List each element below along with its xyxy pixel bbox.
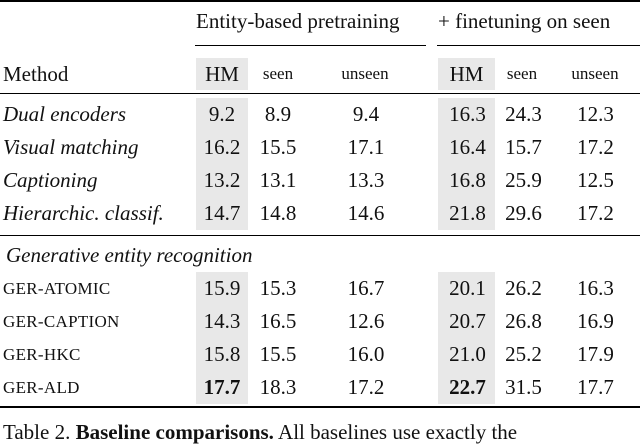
group-header-pretraining: Entity-based pretraining [196, 9, 400, 33]
finetuning-seen-header: seen [506, 64, 538, 83]
method-name: Hierarchic. classif. [3, 201, 164, 225]
pretraining-unseen-value: 16.0 [347, 342, 385, 366]
pretraining-seen-value: 15.3 [259, 276, 297, 300]
finetuning-seen-value: 26.2 [505, 276, 542, 300]
finetuning-seen-value: 31.5 [505, 375, 542, 399]
table-row [0, 371, 640, 404]
finetuning-hm-header: HM [438, 58, 495, 90]
section-rule [0, 235, 640, 236]
finetuning-seen-value: 29.6 [505, 201, 542, 225]
method-name: GER-ATOMIC [3, 279, 111, 298]
caption-prefix: Table 2. [3, 420, 71, 444]
pretraining-unseen-value: 9.4 [352, 102, 380, 126]
method-name: Visual matching [3, 135, 139, 159]
pretraining-hm-value: 17.7 [203, 375, 241, 399]
pretraining-seen-header: seen [262, 64, 294, 83]
pretraining-seen-value: 18.3 [259, 375, 297, 399]
finetuning-underline [437, 45, 640, 46]
section-label: Generative entity recognition [6, 243, 253, 267]
finetuning-unseen-value: 12.5 [577, 168, 614, 192]
finetuning-unseen-value: 17.7 [577, 375, 614, 399]
method-name: GER-HKC [3, 345, 81, 364]
pretraining-hm-value: 15.9 [203, 276, 241, 300]
pretraining-unseen-value: 12.6 [347, 309, 385, 333]
method-name: Dual encoders [3, 102, 127, 126]
header-rule [0, 93, 640, 94]
pretraining-unseen-value: 16.7 [347, 276, 385, 300]
finetuning-seen-value: 26.8 [505, 309, 542, 333]
pretraining-unseen-value: 14.6 [347, 201, 385, 225]
method-name: GER-ALD [3, 378, 80, 397]
pretraining-unseen-value: 17.2 [347, 375, 385, 399]
pretraining-hm-value: 9.2 [208, 102, 236, 126]
method-name: GER-CAPTION [3, 312, 120, 331]
method-name: Captioning [3, 168, 98, 192]
pretraining-unseen-header: unseen [341, 64, 389, 83]
finetuning-unseen-value: 17.2 [577, 135, 614, 159]
pretraining-hm-value: 14.7 [203, 201, 241, 225]
table-caption [3, 420, 517, 445]
table-row [0, 305, 640, 338]
finetuning-hm-value: 16.3 [449, 102, 486, 126]
table-row [0, 197, 640, 230]
finetuning-unseen-value: 17.2 [577, 201, 614, 225]
finetuning-unseen-header: unseen [571, 64, 619, 83]
caption-rest: All baselines use exactly the [278, 420, 518, 444]
pretraining-unseen-value: 13.3 [347, 168, 385, 192]
pretraining-seen-value: 16.5 [259, 309, 297, 333]
table-row [0, 131, 640, 164]
pretraining-unseen-value: 17.1 [347, 135, 385, 159]
table-row [0, 98, 640, 131]
finetuning-hm-value: 16.4 [449, 135, 486, 159]
finetuning-seen-value: 24.3 [505, 102, 542, 126]
table-row [0, 164, 640, 197]
pretraining-hm-value: 16.2 [203, 135, 241, 159]
finetuning-unseen-value: 16.9 [577, 309, 614, 333]
pretraining-seen-value: 13.1 [259, 168, 297, 192]
finetuning-hm-value: 16.8 [449, 168, 486, 192]
pretraining-underline [195, 45, 426, 46]
finetuning-unseen-value: 12.3 [577, 102, 614, 126]
finetuning-unseen-value: 16.3 [577, 276, 614, 300]
pretraining-hm-value: 14.3 [203, 309, 241, 333]
finetuning-hm-value: 22.7 [449, 375, 486, 399]
finetuning-seen-value: 15.7 [505, 135, 542, 159]
pretraining-seen-value: 15.5 [259, 342, 297, 366]
pretraining-hm-value: 15.8 [203, 342, 241, 366]
pretraining-hm-value: 13.2 [203, 168, 241, 192]
pretraining-hm-header: HM [196, 58, 248, 90]
pretraining-seen-value: 8.9 [264, 102, 292, 126]
pretraining-seen-value: 14.8 [259, 201, 297, 225]
top-rule [0, 0, 640, 2]
table-row [0, 338, 640, 371]
bottom-rule [0, 406, 640, 408]
pretraining-seen-value: 15.5 [259, 135, 297, 159]
finetuning-unseen-value: 17.9 [577, 342, 614, 366]
finetuning-seen-value: 25.9 [505, 168, 542, 192]
finetuning-hm-value: 20.1 [449, 276, 486, 300]
finetuning-hm-value: 21.8 [449, 201, 486, 225]
finetuning-hm-value: 20.7 [449, 309, 486, 333]
group-header-finetuning: + finetuning on seen [438, 9, 611, 33]
finetuning-seen-value: 25.2 [505, 342, 542, 366]
table-row [0, 272, 640, 305]
method-column-header: Method [3, 62, 69, 86]
caption-bold: Baseline comparisons. [75, 420, 274, 444]
finetuning-hm-value: 21.0 [449, 342, 486, 366]
